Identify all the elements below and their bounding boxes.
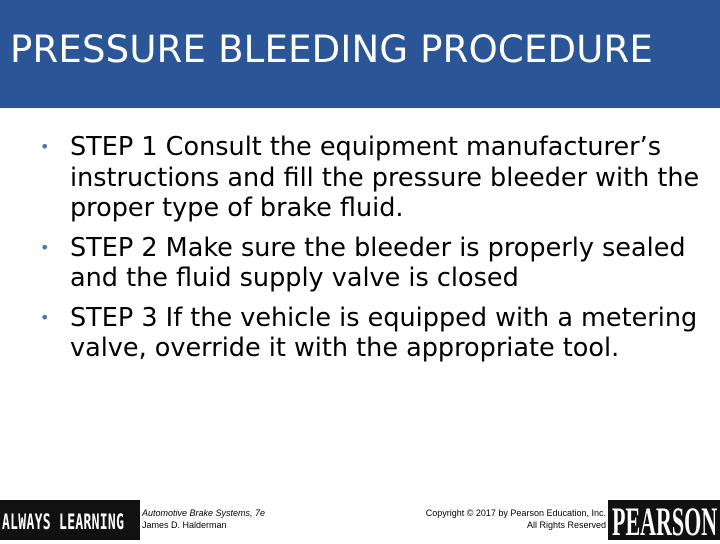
bullet-list [40,132,710,373]
copyright-notice [426,507,606,531]
always-learning-logo: ALWAYS LEARNING [2,510,125,534]
pearson-logo: PEARSON [612,499,718,544]
bullet-text: STEP 1 Consult the equipment manufacturer’s instructions and fill the pressure bleeder with the proper type of brake fluid. [70,132,700,223]
bullet-item-step-2 [40,233,710,294]
slide-footer [0,499,720,544]
bullet-text: STEP 3 If the vehicle is equipped with a metering valve, override it with the appropriate tool. [70,302,698,363]
book-info [142,507,265,531]
bullet-item-step-1 [40,132,710,224]
pearson-logo-box [608,499,720,544]
author: James D. Halderman [142,520,227,530]
slide-title: PRESSURE BLEEDING PROCEDURE [10,28,653,71]
always-learning-banner [0,500,140,540]
bullet-dot-icon: • [40,237,50,257]
rights-line: All Rights Reserved [526,520,606,530]
bullet-item-step-3 [40,303,710,364]
bullet-text: STEP 2 Make sure the bleeder is properly sealed and the fluid supply valve is closed [70,232,686,293]
bullet-dot-icon: • [40,307,50,327]
title-bar [0,0,720,108]
book-title: Automotive Brake Systems, 7e [142,508,266,518]
copyright-line: Copyright © 2017 by Pearson Education, Inc. [425,508,606,518]
bullet-dot-icon: • [40,137,50,156]
